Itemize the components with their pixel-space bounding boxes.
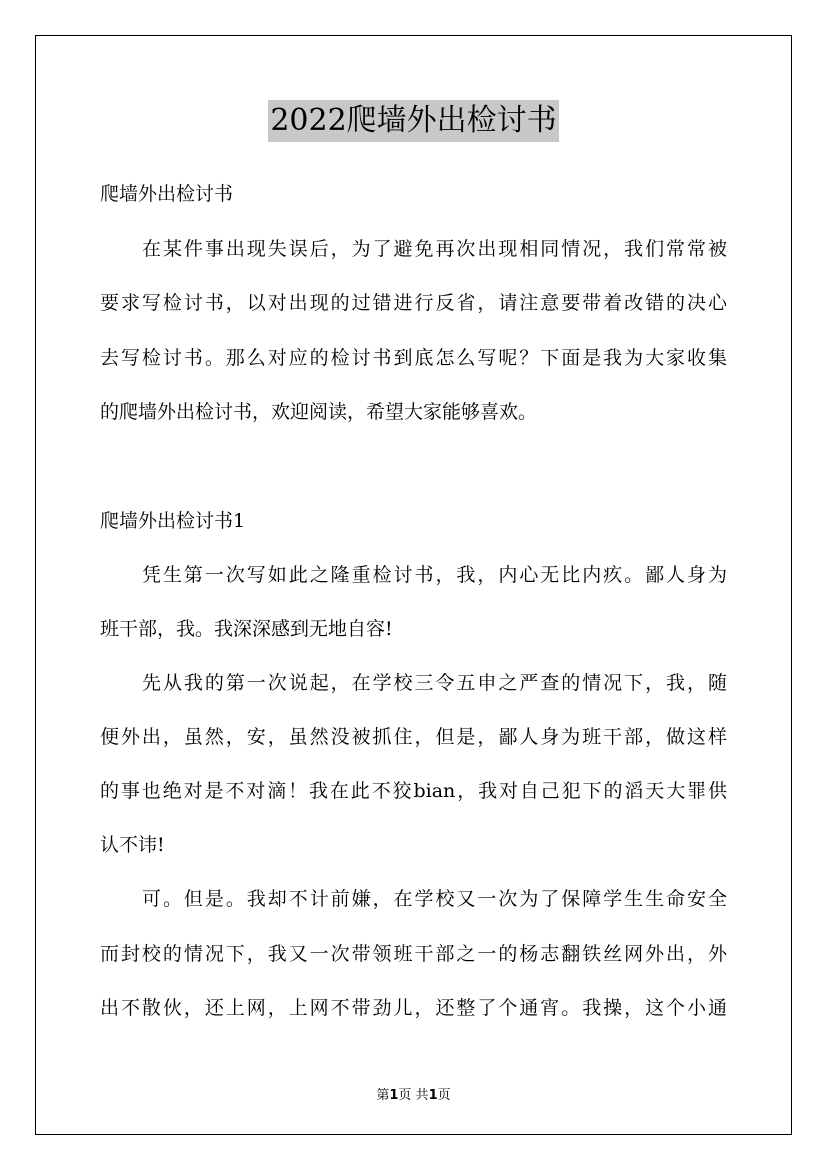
footer-page-prefix: 第: [376, 1088, 390, 1103]
intro-line-2: 要求写检讨书，以对出现的过错进行反省，请注意要带着改错的决心: [100, 292, 727, 314]
title-container: [0, 100, 827, 142]
para1-line-2: 班干部，我。我深深感到无地自容!: [100, 618, 393, 640]
para1-line-1: 凭生第一次写如此之隆重检讨书，我，内心无比内疚。鄙人身为: [142, 564, 727, 586]
para3-line-3: 出不散伙，还上网，上网不带劲儿，还整了个通宵。我操，这个小通: [100, 997, 727, 1019]
section-heading: 爬墙外出检讨书1: [100, 510, 246, 532]
footer-page-number: 1: [389, 1088, 399, 1103]
intro-line-1: 在某件事出现失误后，为了避免再次出现相同情况，我们常常被: [142, 238, 727, 260]
para3-line-2: 而封校的情况下，我又一次带领班干部之一的杨志翻铁丝网外出，外: [100, 943, 727, 965]
document-title: 2022爬墙外出检讨书: [268, 100, 558, 142]
intro-line-3: 去写检讨书。那么对应的检讨书到底怎么写呢？下面是我为大家收集: [100, 347, 727, 369]
para2-line-1: 先从我的第一次说起，在学校三令五申之严查的情况下，我，随: [142, 672, 727, 694]
para2-line-3: 的事也绝对是不对滴！我在此不狡bian，我对自己犯下的滔天大罪供: [100, 780, 727, 802]
footer-page-suffix: 页: [437, 1088, 451, 1103]
document-subtitle: 爬墙外出检讨书: [100, 183, 234, 205]
footer-page-total: 1: [428, 1088, 438, 1103]
para2-line-2: 便外出，虽然，安，虽然没被抓住，但是，鄙人身为班干部，做这样: [100, 726, 727, 748]
footer-page-mid: 页 共: [398, 1088, 429, 1103]
para2-line-4: 认不讳!: [100, 834, 165, 856]
para3-line-1: 可。但是。我却不计前嫌，在学校又一次为了保障学生生命安全: [142, 888, 727, 910]
page-footer: [0, 1084, 827, 1103]
intro-line-4: 的爬墙外出检讨书，欢迎阅读，希望大家能够喜欢。: [100, 401, 538, 423]
